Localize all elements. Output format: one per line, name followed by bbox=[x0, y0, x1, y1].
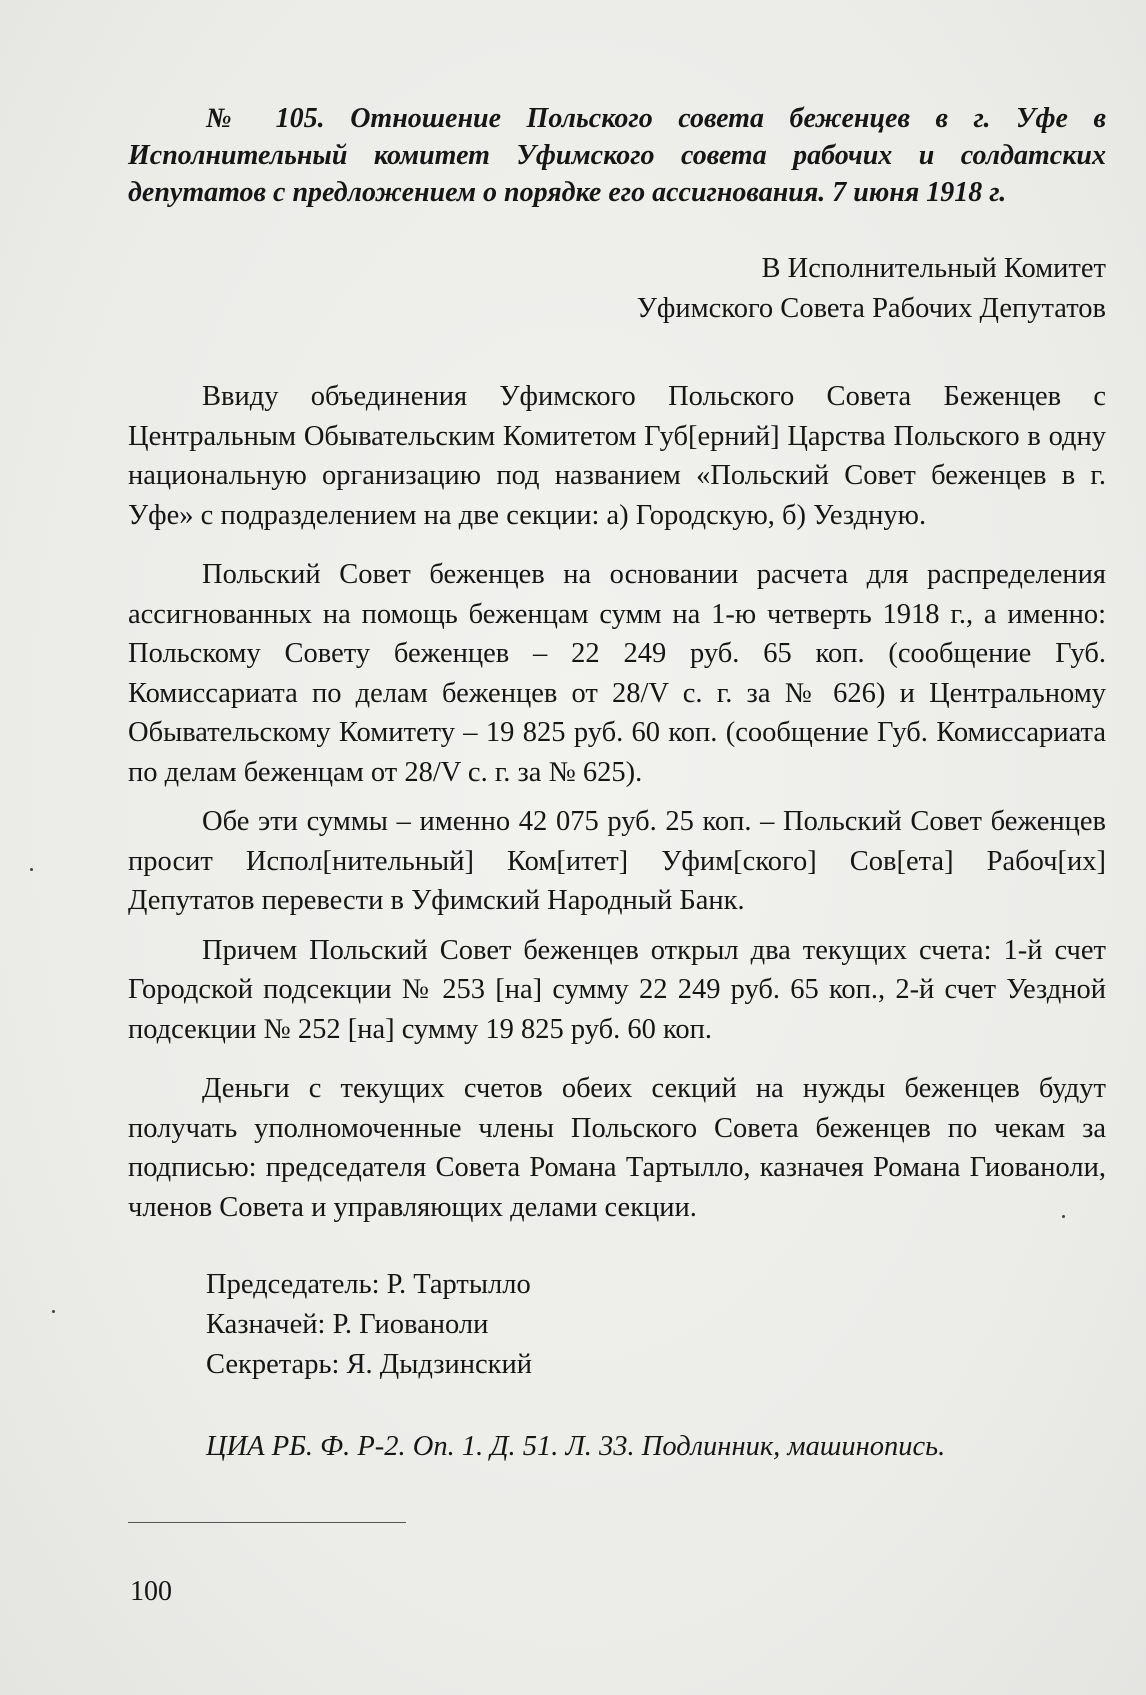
document-body bbox=[128, 100, 1106, 1467]
page-number: 100 bbox=[130, 1576, 172, 1607]
paragraph-5: Деньги с текущих счетов обеих секций на нужды беженцев будут получать уполномоченные члены Польского Совета беженцев по чекам за подписью: председателя Совета Романа Тартылло, казначея Романа Гиованоли, членов Совета и управляющих делами секции. bbox=[128, 1073, 1106, 1223]
signature-treasurer: Казначей: Р. Гиованоли bbox=[206, 1309, 489, 1340]
paragraph-4: Причем Польский Совет беженцев открыл два текущих счета: 1-й счет Городской подсекции № 253 [на] сумму 22 249 руб. 65 коп., 2-й счет Уездной подсекции № 252 [на] сумму 19 825 руб. 60 коп. bbox=[128, 934, 1106, 1045]
paragraph-3: Обе эти суммы – именно 42 075 руб. 25 коп. – Польский Совет беженцев просит Испол[нительный] Ком[итет] Уфим[ского] Сов[ета] Рабоч[их] Депутатов перевести в Уфимский Народный Банк. bbox=[128, 806, 1106, 916]
addressee-line-1: В Исполнительный Комитет bbox=[761, 253, 1106, 284]
scan-speck bbox=[30, 868, 33, 871]
paragraph-2: Польский Совет беженцев на основании расчета для распределения ассигнованных на помощь беженцам сумм на 1-ю четверть 1918 г., а именно: Польскому Совету беженцев – 22 249 руб. 65 коп. (сообщение Губ. Комиссариата по делам беженцев от 28/V с. г. за № 626) и Центральному Обывательскому Комитету – 19 825 руб. 60 коп. (сообщение Губ. Комиссариата по делам беженцам от 28/V с. г. за № 625). bbox=[128, 559, 1106, 788]
scan-speck bbox=[52, 1310, 55, 1313]
paragraph-1: Ввиду объединения Уфимского Польского Совета Беженцев с Центральным Обывательским Комитетом Губ[ерний] Царства Польского в одну национальную организацию под названием «Польский Совет беженцев в г. Уфе» с подразделением на две секции: а) Городскую, б) Уездную. bbox=[128, 381, 1106, 531]
footnote-divider bbox=[128, 1522, 406, 1523]
document-title: № 105. Отношение Польского совета беженцев в г. Уфе в Исполнительный комитет Уфимского совета рабочих и солдатских депутатов с предложением о порядке его ассигнования. 7 июня 1918 г. bbox=[128, 103, 1106, 208]
signature-chairman: Председатель: Р. Тартылло bbox=[206, 1269, 531, 1300]
signature-secretary: Секретарь: Я. Дыдзинский bbox=[206, 1349, 532, 1380]
archive-reference: ЦИА РБ. Ф. Р-2. Оп. 1. Д. 51. Л. 33. Подлинник, машинопись. bbox=[206, 1431, 946, 1462]
scan-speck bbox=[1062, 1215, 1065, 1218]
addressee-block bbox=[128, 249, 1106, 329]
signature-block bbox=[128, 1265, 1106, 1385]
addressee-line-2: Уфимского Совета Рабочих Депутатов bbox=[636, 293, 1106, 324]
